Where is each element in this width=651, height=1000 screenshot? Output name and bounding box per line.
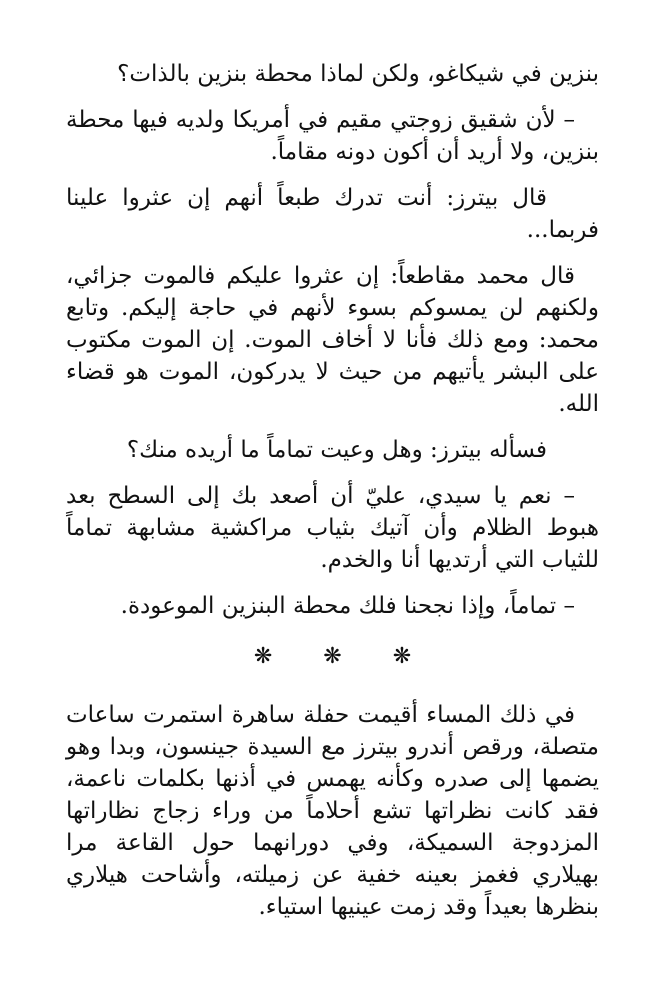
paragraph-6: – نعم يا سيدي، عليّ أن أصعد بك إلى السطح بعد هبوط الظلام وأن آتيك بثياب مراكشية مشابهة تماماً للثياب التي أرتديها أنا والخدم. — [66, 483, 599, 573]
section-separator: ❋ ❋ ❋ — [253, 644, 434, 669]
paragraph-3: قال بيترز: أنت تدرك طبعاً أنهم إن عثروا علينا فربما... — [66, 185, 599, 243]
paragraph-4: قال محمد مقاطعاً: إن عثروا عليكم فالموت جزائي، ولكنهم لن يمسوكم بسوء لأنهم في حاجة إليكم. وتابع محمد: ومع ذلك فأنا لا أخاف الموت. إن الموت مكتوب على البشر يأتيهم من حيث لا يدركون، الموت هو قضاء الله. — [66, 263, 599, 417]
closing-paragraph: في ذلك المساء أقيمت حفلة ساهرة استمرت ساعات متصلة، ورقص أندرو بيترز مع السيدة جينسون، وبدا وهو يضمها إلى صدره وكأنه يهمس في أذنها بكلمات ناعمة، فقد كانت نظراتها تشع أحلاماً من وراء زجاج نظاراتها المزدوجة السميكة، وفي دورانهما حول القاعة مرا بهيلاري فغمز بعينه خفية عن زميلته، وأشاحت هيلاري بنظرها بعيداً وقد زمت عينيها استياء. — [66, 702, 599, 920]
paragraph-5: فسأله بيترز: وهل وعيت تماماً ما أريده منك؟ — [126, 437, 547, 463]
paragraph-7: – تماماً، وإذا نجحنا فلك محطة البنزين الموعودة. — [120, 593, 575, 619]
paragraph-1: بنزين في شيكاغو، ولكن لماذا محطة بنزين بالذات؟ — [117, 61, 599, 87]
paragraph-2: – لأن شقيق زوجتي مقيم في أمريكا ولديه فيها محطة بنزين، ولا أريد أن أكون دونه مقاماً. — [66, 107, 599, 165]
